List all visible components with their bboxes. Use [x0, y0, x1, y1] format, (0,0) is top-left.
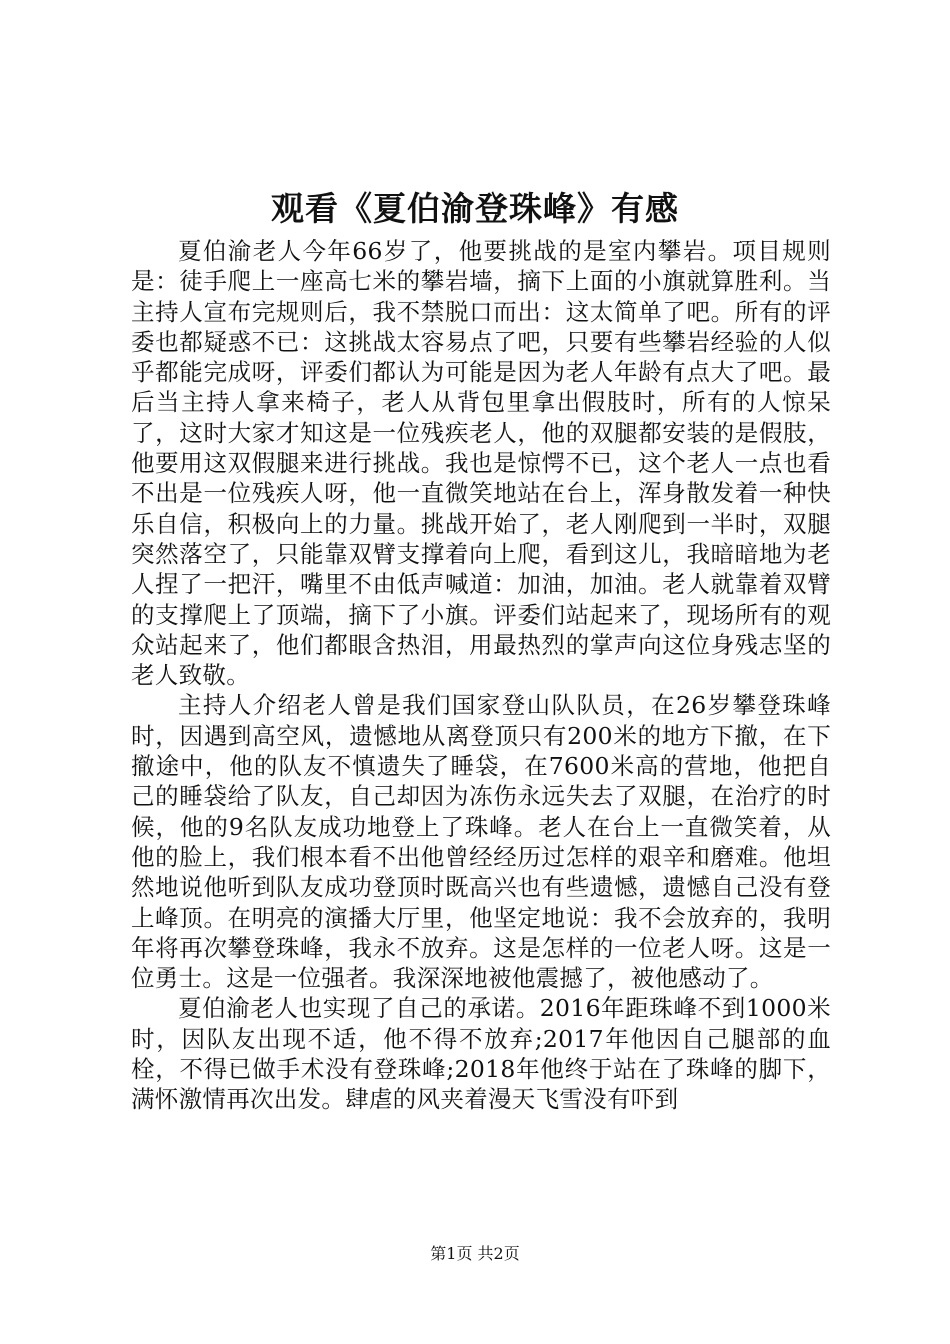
document-title: 观看《夏伯渝登珠峰》有感: [271, 189, 679, 228]
document-body: [131, 236, 831, 1115]
page-footer: 第1页 共2页: [430, 1244, 520, 1263]
paragraph-1: 夏伯渝老人今年66岁了，他要挑战的是室内攀岩。项目规则是：徒手爬上一座高七米的攀岩墙，摘下上面的小旗就算胜利。当主持人宣布完规则后，我不禁脱口而出：这太简单了吧。所有的评委也都疑惑不已：这挑战太容易点了吧，只要有些攀岩经验的人似乎都能完成呀，评委们都认为可能是因为老人年龄有点大了吧。最后当主持人拿来椅子，老人从背包里拿出假肢时，所有的人惊呆了，这时大家才知这是一位残疾老人，他的双腿都安装的是假肢，他要用这双假腿来进行挑战。我也是惊愕不已，这个老人一点也看不出是一位残疾人呀，他一直微笑地站在台上，浑身散发着一种快乐自信，积极向上的力量。挑战开始了，老人刚爬到一半时，双腿突然落空了，只能靠双臂支撑着向上爬，看到这儿，我暗暗地为老人捏了一把汗，嘴里不由低声喊道：加油，加油。老人就靠着双臂的支撑爬上了顶端，摘下了小旗。评委们站起来了，现场所有的观众站起来了，他们都眼含热泪，用最热烈的掌声向这位身残志坚的老人致敬。: [131, 237, 831, 690]
paragraph-2: 主持人介绍老人曾是我们国家登山队队员，在26岁攀登珠峰时，因遇到高空风，遗憾地从离登顶只有200米的地方下撤，在下撤途中，他的队友不慎遗失了睡袋，在7600米高的营地，他把自己的睡袋给了队友，自己却因为冻伤永远失去了双腿，在治疗的时候，他的9名队友成功地登上了珠峰。老人在台上一直微笑着，从他的脸上，我们根本看不出他曾经经历过怎样的艰辛和磨难。他坦然地说他听到队友成功登顶时既高兴也有些遗憾，遗憾自己没有登上峰顶。在明亮的演播大厅里，他坚定地说：我不会放弃的，我明年将再次攀登珠峰，我永不放弃。这是怎样的一位老人呀。这是一位勇士。这是一位强者。我深深地被他震撼了，被他感动了。: [131, 691, 831, 993]
paragraph-3: 夏伯渝老人也实现了自己的承诺。2016年距珠峰不到1000米时，因队友出现不适，他不得不放弃;2017年他因自己腿部的血栓，不得已做手术没有登珠峰;2018年他终于站在了珠峰的脚下，满怀激情再次出发。肆虐的风夹着漫天飞雪没有吓到: [131, 994, 831, 1114]
